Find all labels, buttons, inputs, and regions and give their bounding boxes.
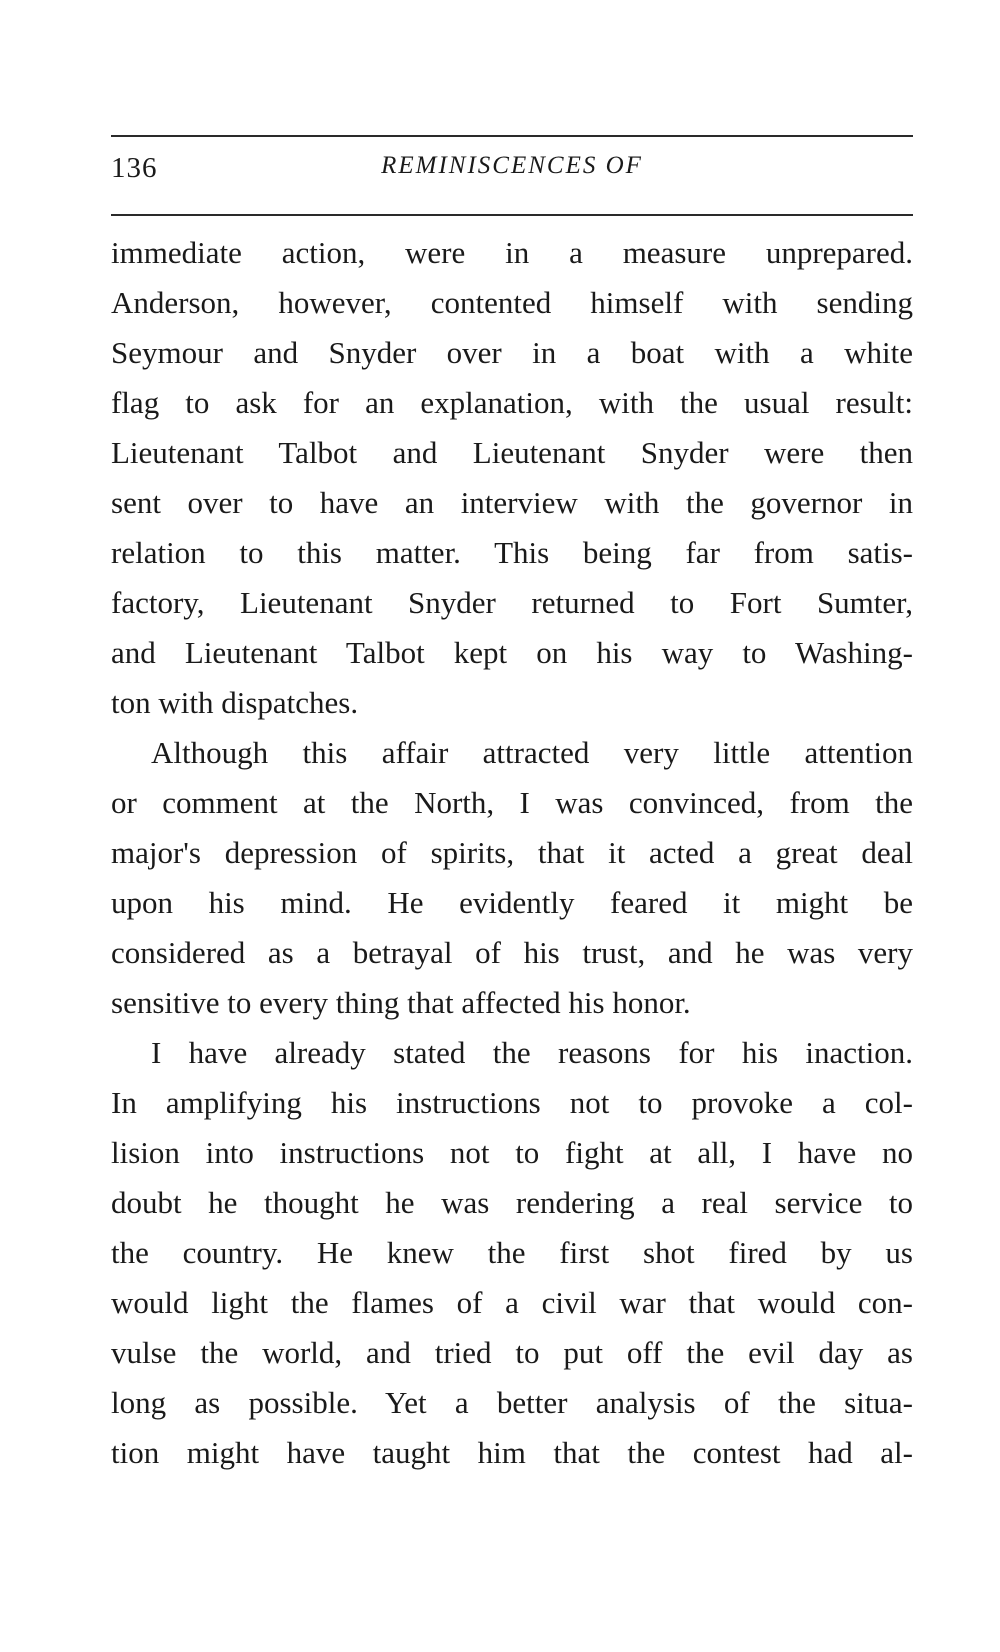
text-line: sensitive to every thing that affected his honor. [111, 985, 691, 1020]
text-line: or comment at the North, I was convinced, from the [111, 785, 913, 820]
text-line: Anderson, however, contented himself with sending [111, 285, 913, 320]
text-line: the country. He knew the first shot fired by us [111, 1235, 913, 1270]
paragraph-2 [111, 728, 913, 1028]
page-header [111, 148, 913, 198]
text-line: long as possible. Yet a better analysis of the situa- [111, 1385, 913, 1420]
text-line: Seymour and Snyder over in a boat with a white [111, 335, 913, 370]
text-line: immediate action, were in a measure unprepared. [111, 235, 913, 270]
paragraph-3 [111, 1028, 913, 1478]
text-line: tion might have taught him that the contest had al- [111, 1435, 913, 1470]
text-line: In amplifying his instructions not to provoke a col- [111, 1085, 913, 1120]
text-line: Lieutenant Talbot and Lieutenant Snyder were then [111, 435, 913, 470]
running-head: REMINISCENCES OF [381, 152, 643, 179]
body-text [111, 228, 913, 1478]
text-line: factory, Lieutenant Snyder returned to Fort Sumter, [111, 585, 913, 620]
text-line: considered as a betrayal of his trust, and he was very [111, 935, 913, 970]
text-line: would light the flames of a civil war that would con- [111, 1285, 913, 1320]
text-line: relation to this matter. This being far from satis- [111, 535, 913, 570]
text-line: sent over to have an interview with the governor in [111, 485, 913, 520]
text-line: doubt he thought he was rendering a real service to [111, 1185, 913, 1220]
text-line: ton with dispatches. [111, 685, 359, 720]
text-line: vulse the world, and tried to put off the evil day as [111, 1335, 913, 1370]
page-number: 136 [111, 152, 158, 184]
text-line: major's depression of spirits, that it acted a great deal [111, 835, 913, 870]
header-top-rule [111, 135, 913, 137]
text-line: upon his mind. He evidently feared it might be [111, 885, 913, 920]
paragraph-1 [111, 228, 913, 728]
header-bottom-rule [111, 214, 913, 216]
text-line: flag to ask for an explanation, with the usual result: [111, 385, 913, 420]
text-line: lision into instructions not to fight at all, I have no [111, 1135, 913, 1170]
text-line: and Lieutenant Talbot kept on his way to Washing- [111, 635, 913, 670]
text-line: Although this affair attracted very little attention [151, 735, 913, 770]
text-line: I have already stated the reasons for his inaction. [151, 1035, 913, 1070]
